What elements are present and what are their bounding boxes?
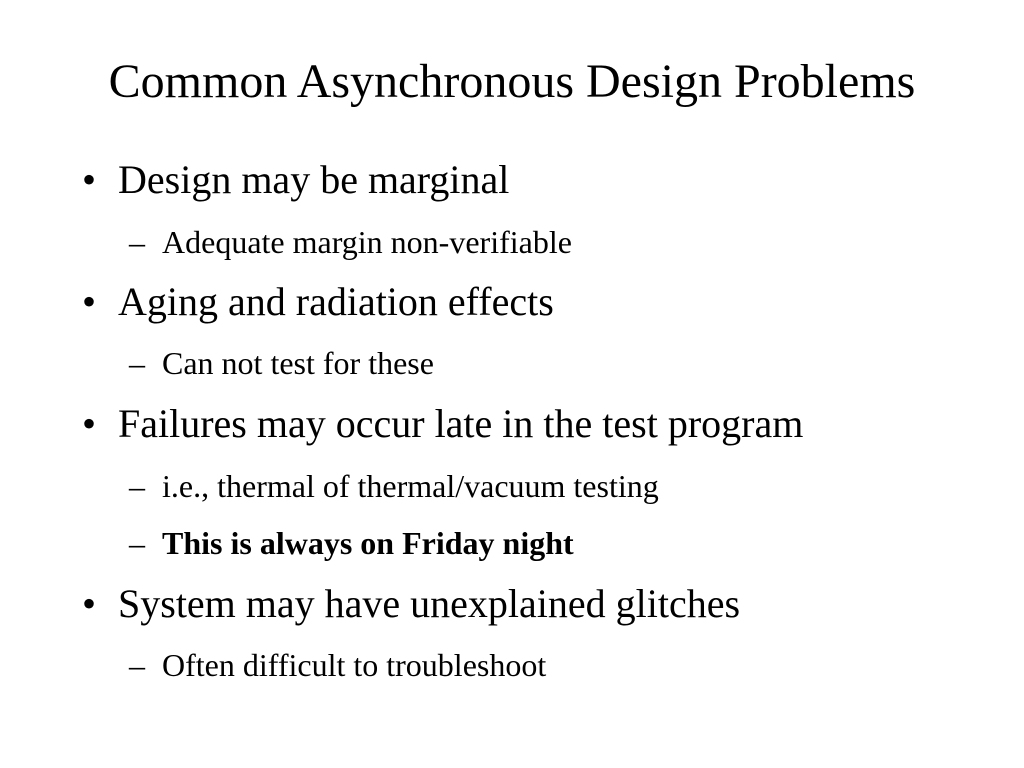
bullet-marker: • xyxy=(82,157,97,202)
dash-marker: – xyxy=(129,345,145,381)
bullet-item xyxy=(82,400,804,448)
dash-marker: – xyxy=(129,224,145,260)
bullet-marker: • xyxy=(82,581,97,626)
dash-marker: – xyxy=(129,468,145,504)
bullet-marker: • xyxy=(82,279,97,324)
dash-marker: – xyxy=(129,647,145,683)
sub-bullet-item-emphasis xyxy=(129,523,574,563)
sub-bullet-text: i.e., thermal of thermal/vacuum testing xyxy=(162,468,659,504)
bullet-item xyxy=(82,156,510,204)
sub-bullet-item xyxy=(129,343,434,383)
bullet-text: Design may be marginal xyxy=(118,157,510,202)
sub-bullet-item xyxy=(129,645,547,685)
sub-bullet-text: Adequate margin non-verifiable xyxy=(162,224,572,260)
bullet-text: Failures may occur late in the test program xyxy=(118,401,804,446)
dash-marker: – xyxy=(129,525,145,561)
sub-bullet-item xyxy=(129,466,659,506)
sub-bullet-text: This is always on Friday night xyxy=(162,525,574,561)
bullet-marker: • xyxy=(82,401,97,446)
bullet-text: System may have unexplained glitches xyxy=(118,581,741,626)
sub-bullet-text: Can not test for these xyxy=(162,345,434,381)
sub-bullet-item xyxy=(129,222,572,262)
sub-bullet-text: Often difficult to troubleshoot xyxy=(162,647,547,683)
bullet-item xyxy=(82,580,741,628)
bullet-text: Aging and radiation effects xyxy=(118,279,554,324)
slide-title: Common Asynchronous Design Problems xyxy=(108,55,916,108)
bullet-item xyxy=(82,278,554,326)
